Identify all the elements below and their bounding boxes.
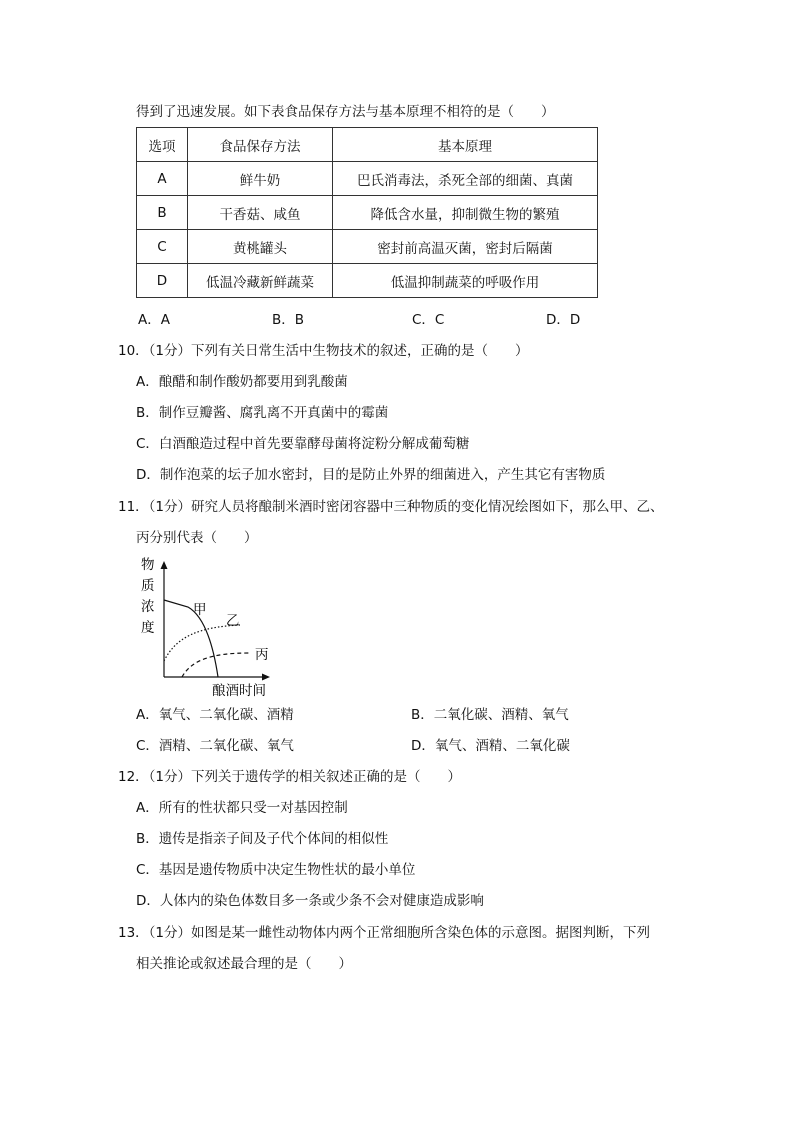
y-axis-label-char: 物 <box>141 557 155 573</box>
x-axis-label: 酿酒时间 <box>212 683 266 699</box>
curve-label-bing: 丙 <box>255 647 269 663</box>
q12-stem: 12．（1分）下列关于遗传学的相关叙述正确的是（ ） <box>118 769 462 785</box>
q11-stem-line1: 11．（1分）研究人员将酿制米酒时密闭容器中三种物质的变化情况绘图如下，那么甲、乙、 <box>118 499 664 515</box>
q9-option-b[interactable]: B．B <box>272 312 305 328</box>
table-cell: 黄桃罐头 <box>188 230 333 264</box>
table-cell: 干香菇、咸鱼 <box>188 196 333 230</box>
y-axis-label-char: 浓 <box>141 599 155 615</box>
x-axis-arrow <box>262 674 270 681</box>
y-axis-label-char: 度 <box>141 620 155 636</box>
q12-option-a[interactable]: A．所有的性状都只受一对基因控制 <box>136 800 348 816</box>
q10-stem: 10．（1分）下列有关日常生活中生物技术的叙述，正确的是（ ） <box>118 343 529 359</box>
table-row <box>137 162 598 196</box>
header-option: 选项 <box>137 128 188 162</box>
table-cell: 低温冷藏新鲜蔬菜 <box>188 264 333 298</box>
table-cell: 低温抑制蔬菜的呼吸作用 <box>333 264 598 298</box>
table-row <box>137 264 598 298</box>
q9-option-c[interactable]: C．C <box>412 312 445 328</box>
table-cell: C <box>137 230 188 264</box>
table-header-row <box>137 128 598 162</box>
y-axis-label-char: 质 <box>141 578 155 594</box>
table-cell: D <box>137 264 188 298</box>
header-method: 食品保存方法 <box>188 128 333 162</box>
q12-option-c[interactable]: C．基因是遗传物质中决定生物性状的最小单位 <box>136 862 416 878</box>
q11-option-c[interactable]: C．酒精、二氧化碳、氧气 <box>136 738 294 754</box>
curve-yi <box>164 625 240 661</box>
table-row <box>137 230 598 264</box>
q13-stem-line2: 相关推论或叙述最合理的是（ ） <box>136 956 352 972</box>
q10-option-c[interactable]: C．白酒酿造过程中首先要靠酵母菌将淀粉分解成葡萄糖 <box>136 436 470 452</box>
y-axis-arrow <box>161 561 168 569</box>
header-principle: 基本原理 <box>333 128 598 162</box>
q11-option-d[interactable]: D．氧气、酒精、二氧化碳 <box>411 738 570 754</box>
q13-stem-line1: 13．（1分）如图是某一雌性动物体内两个正常细胞所含染色体的示意图。据图判断，下列 <box>118 925 651 941</box>
table-row <box>137 196 598 230</box>
q10-option-a[interactable]: A．酿醋和制作酸奶都要用到乳酸菌 <box>136 374 348 390</box>
q10-option-d[interactable]: D．制作泡菜的坛子加水密封，目的是防止外界的细菌进入，产生其它有害物质 <box>136 467 606 483</box>
q9-stem: 得到了迅速发展。如下表食品保存方法与基本原理不相符的是（ ） <box>136 104 555 120</box>
q10-option-b[interactable]: B．制作豆瓣酱、腐乳离不开真菌中的霉菌 <box>136 405 389 421</box>
curve-label-jia: 甲 <box>193 602 207 618</box>
table-cell: 密封前高温灭菌，密封后隔菌 <box>333 230 598 264</box>
table-cell: A <box>137 162 188 196</box>
curve-label-yi: 乙 <box>226 613 240 629</box>
q9-option-d[interactable]: D．D <box>546 312 581 328</box>
q11-option-b[interactable]: B．二氧化碳、酒精、氧气 <box>411 707 569 723</box>
food-preservation-table <box>136 127 598 298</box>
table-cell: 鲜牛奶 <box>188 162 333 196</box>
q12-option-b[interactable]: B．遗传是指亲子间及子代个体间的相似性 <box>136 831 389 847</box>
q11-stem-line2: 丙分别代表（ ） <box>136 530 258 546</box>
table-cell: B <box>137 196 188 230</box>
table-cell: 巴氏消毒法，杀死全部的细菌、真菌 <box>333 162 598 196</box>
q9-option-a[interactable]: A．A <box>138 312 170 328</box>
table-cell: 降低含水量，抑制微生物的繁殖 <box>333 196 598 230</box>
fermentation-graph <box>136 555 296 700</box>
curve-jia <box>164 600 218 677</box>
q11-option-a[interactable]: A．氧气、二氧化碳、酒精 <box>136 707 294 723</box>
q12-option-d[interactable]: D．人体内的染色体数目多一条或少条不会对健康造成影响 <box>136 893 484 909</box>
